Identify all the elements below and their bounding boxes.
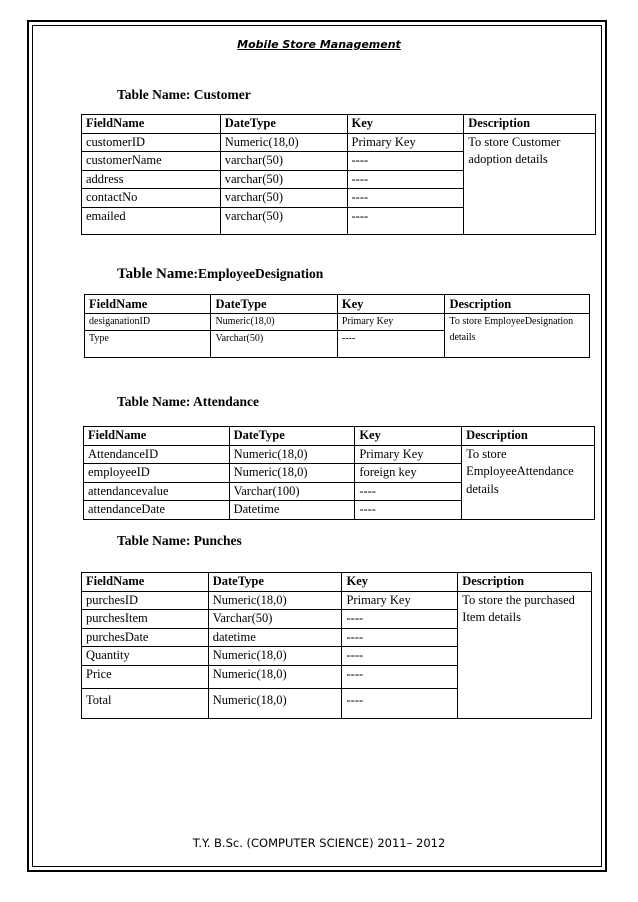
column-header: Description <box>464 115 596 134</box>
data-type-cell: Numeric(18,0) <box>211 314 337 331</box>
data-type-cell: varchar(50) <box>220 170 347 189</box>
column-header: Description <box>458 573 592 592</box>
column-header: DateType <box>211 295 337 314</box>
employee-designation-table-title <box>117 266 323 283</box>
key-cell: ---- <box>342 628 458 647</box>
table-name-label: Table Name <box>117 266 194 282</box>
table-name-value: : Punches <box>185 533 242 548</box>
column-header: FieldName <box>85 295 211 314</box>
attendance-table <box>83 426 595 520</box>
data-type-cell: Numeric(18,0) <box>208 591 342 610</box>
column-header: FieldName <box>84 427 230 446</box>
column-header: DateType <box>208 573 342 592</box>
data-type-cell: Varchar(50) <box>208 610 342 629</box>
table-row <box>82 133 596 152</box>
table-name-value: :EmployeeDesignation <box>193 266 324 281</box>
data-type-cell: Numeric(18,0) <box>208 665 342 688</box>
data-type-cell: Numeric(18,0) <box>220 133 347 152</box>
key-cell: ---- <box>342 665 458 688</box>
employee-designation-table <box>84 294 590 358</box>
column-header: Key <box>342 573 458 592</box>
column-header: Description <box>445 295 590 314</box>
customer-table <box>81 114 596 235</box>
column-header: FieldName <box>82 573 209 592</box>
description-cell: To store Customer adoption details <box>464 133 596 234</box>
field-name-cell: purchesItem <box>82 610 209 629</box>
field-name-cell: customerID <box>82 133 221 152</box>
key-cell: ---- <box>347 152 464 171</box>
field-name-cell: address <box>82 170 221 189</box>
field-name-cell: Quantity <box>82 647 209 666</box>
table-name-label: Table Name <box>117 533 186 548</box>
data-type-cell: varchar(50) <box>220 189 347 208</box>
key-cell: Primary Key <box>355 445 462 464</box>
description-cell: To store the purchased Item details <box>458 591 592 718</box>
key-cell: ---- <box>342 647 458 666</box>
column-header: Key <box>337 295 445 314</box>
data-type-cell: Numeric(18,0) <box>229 464 355 483</box>
field-name-cell: attendancevalue <box>84 482 230 501</box>
data-type-cell: Datetime <box>229 501 355 520</box>
field-name-cell: desiganationID <box>85 314 211 331</box>
field-name-cell: employeeID <box>84 464 230 483</box>
table-header-row <box>82 573 592 592</box>
data-type-cell: Numeric(18,0) <box>208 647 342 666</box>
table-header-row <box>82 115 596 134</box>
field-name-cell: purchesID <box>82 591 209 610</box>
key-cell: ---- <box>347 189 464 208</box>
page-footer: T.Y. B.Sc. (COMPUTER SCIENCE) 2011– 2012 <box>192 836 446 850</box>
field-name-cell: Price <box>82 665 209 688</box>
table-header-row <box>85 295 590 314</box>
table-name-value: : Attendance <box>185 394 260 409</box>
description-cell: To store EmployeeDesignation details <box>445 314 590 358</box>
field-name-cell: purchesDate <box>82 628 209 647</box>
field-name-cell: Type <box>85 331 211 358</box>
field-name-cell: attendanceDate <box>84 501 230 520</box>
customer-table-title <box>117 87 251 103</box>
key-cell: Primary Key <box>347 133 464 152</box>
key-cell: ---- <box>342 610 458 629</box>
field-name-cell: contactNo <box>82 189 221 208</box>
data-type-cell: varchar(50) <box>220 152 347 171</box>
data-type-cell: Numeric(18,0) <box>208 688 342 718</box>
data-type-cell: varchar(50) <box>220 207 347 234</box>
table-name-value: : Customer <box>185 87 251 102</box>
table-row <box>84 445 595 464</box>
data-type-cell: Varchar(50) <box>211 331 337 358</box>
field-name-cell: Total <box>82 688 209 718</box>
key-cell: ---- <box>347 207 464 234</box>
column-header: Description <box>462 427 595 446</box>
data-type-cell: datetime <box>208 628 342 647</box>
table-header-row <box>84 427 595 446</box>
key-cell: ---- <box>347 170 464 189</box>
table-row <box>85 314 590 331</box>
punches-table-title <box>117 533 242 549</box>
field-name-cell: emailed <box>82 207 221 234</box>
key-cell: ---- <box>342 688 458 718</box>
field-name-cell: customerName <box>82 152 221 171</box>
column-header: Key <box>355 427 462 446</box>
table-name-label: Table Name <box>117 394 186 409</box>
key-cell: ---- <box>337 331 445 358</box>
key-cell: foreign key <box>355 464 462 483</box>
attendance-table-title <box>117 394 259 410</box>
column-header: DateType <box>229 427 355 446</box>
data-type-cell: Varchar(100) <box>229 482 355 501</box>
page-header-title: Mobile Store Management <box>237 38 401 51</box>
key-cell: ---- <box>355 482 462 501</box>
data-type-cell: Numeric(18,0) <box>229 445 355 464</box>
table-name-label: Table Name <box>117 87 186 102</box>
column-header: Key <box>347 115 464 134</box>
description-cell: To store EmployeeAttendance details <box>462 445 595 519</box>
key-cell: Primary Key <box>337 314 445 331</box>
column-header: FieldName <box>82 115 221 134</box>
key-cell: ---- <box>355 501 462 520</box>
punches-table <box>81 572 592 719</box>
field-name-cell: AttendanceID <box>84 445 230 464</box>
key-cell: Primary Key <box>342 591 458 610</box>
table-row <box>82 591 592 610</box>
column-header: DateType <box>220 115 347 134</box>
